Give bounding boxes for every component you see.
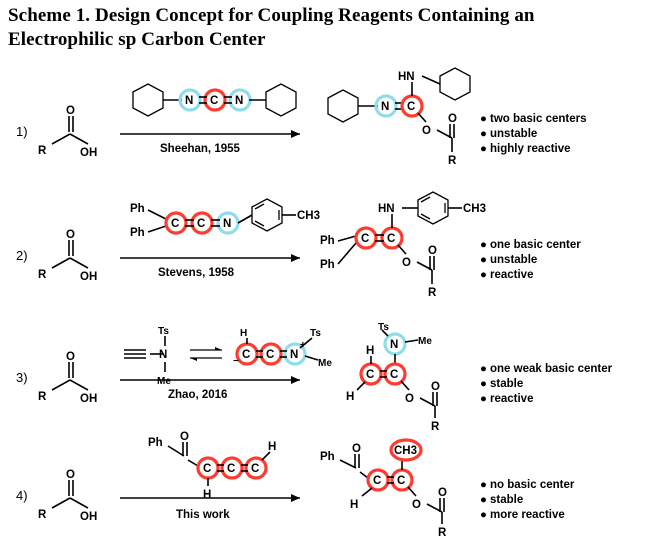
scheme-row-1 [0, 72, 650, 182]
row-4-product-c2: C [397, 475, 406, 487]
row-3-reagent-c1: C [242, 349, 251, 361]
row-3-product-c2: C [390, 369, 399, 381]
row-4-reagent-ph: Ph [148, 437, 163, 449]
row-2-bullet-1: ● one basic center [480, 239, 581, 251]
row-3-product-c1: C [366, 369, 375, 381]
row-4-substrate [38, 469, 97, 523]
row-1-product-r: R [448, 155, 457, 167]
row-label-2: 2) [16, 248, 28, 263]
row-3-reagent-me2: Me [318, 358, 332, 369]
row-2-bullet-3: ● reactive [480, 269, 534, 281]
row-1-bullet-3: ● highly reactive [480, 143, 571, 155]
row-1-product [328, 68, 470, 167]
row-1-bullet-2: ● unstable [480, 128, 538, 140]
row-2-substrate-o: O [66, 229, 75, 241]
row-4-reagent-c2: C [227, 463, 236, 475]
row-2-reagent-n: N [223, 218, 232, 230]
row-1-reagent [133, 84, 296, 116]
row-4-reagent-h1: H [203, 489, 212, 501]
row-4-bullet-1: ● no basic center [480, 479, 575, 491]
row-3-bullet-2: ● stable [480, 378, 524, 390]
row-2-product-ph2: Ph [320, 259, 335, 271]
row-3-reaction-arrow [120, 376, 300, 384]
row-4-product-ch3: CH3 [394, 445, 418, 457]
row-3-reagent-h: H [240, 328, 248, 339]
row-2-product-ph1: Ph [320, 235, 335, 247]
row-3-bullet-1: ● one weak basic center [480, 363, 613, 375]
row-1-bullets [480, 112, 587, 157]
row-2-reaction-arrow [120, 254, 300, 262]
row-3-substrate-o: O [66, 351, 75, 363]
row-1-substrate [38, 105, 97, 159]
row-2-product-c2: C [387, 233, 396, 245]
scheme-row-3 [0, 318, 650, 433]
row-1-substrate-oh: OH [80, 147, 98, 159]
row-3-product-n: N [390, 339, 399, 351]
row-2-reagent-ch3: CH3 [297, 210, 321, 222]
row-3-substrate-oh: OH [80, 393, 98, 405]
row-1-product-n: N [381, 101, 390, 113]
row-3-equilibrium-arrows [190, 347, 222, 361]
row-label-4: 4) [16, 488, 28, 503]
row-2-product-o-ester: O [402, 257, 411, 269]
row-2-product [320, 192, 486, 299]
row-3-reagent-ts2: Ts [310, 328, 321, 339]
row-3-condition: Zhao, 2016 [168, 389, 228, 401]
row-label-3: 3) [16, 370, 28, 385]
scheme-row-2 [0, 186, 650, 306]
row-4-product-ph: Ph [320, 451, 335, 463]
row-3-bullet-3: ● reactive [480, 393, 534, 405]
row-1-reagent-n1: N [185, 95, 194, 107]
row-3-bullets [480, 362, 612, 407]
row-3-reagent-n2: N [290, 349, 299, 361]
row-4-reagent-h2: H [268, 441, 277, 453]
row-3-charge-minus: − [233, 356, 239, 367]
row-4-bullet-3: ● more reactive [480, 509, 565, 521]
row-2-bullets [480, 238, 581, 283]
row-2-product-r: R [428, 287, 437, 299]
row-3-reagent-me1: Me [157, 376, 171, 387]
row-3-product-ts: Ts [378, 322, 389, 333]
row-2-product-ch3: CH3 [463, 203, 487, 215]
row-3-product-me: Me [418, 336, 432, 347]
row-4-product-h: H [350, 499, 359, 511]
row-3-product [346, 322, 440, 433]
row-1-product-o-carbonyl: O [448, 113, 457, 125]
row-3-reagent-ts1: Ts [158, 326, 169, 337]
row-4-bullet-2: ● stable [480, 494, 524, 506]
row-2-product-hn: HN [378, 203, 395, 215]
page-title: Scheme 1. Design Concept for Coupling Reagents Containing an Electrophilic sp Carbon Center [8, 5, 535, 50]
row-3-product-h1: H [366, 345, 375, 357]
row-2-product-o-carbonyl: O [428, 245, 437, 257]
row-1-condition: Sheehan, 1955 [160, 143, 240, 155]
row-3-charge-plus: + [300, 340, 306, 351]
row-4-reagent [148, 431, 276, 501]
row-1-bullet-1: ● two basic centers [480, 113, 587, 125]
row-1-product-o-ester: O [422, 125, 431, 137]
row-1-product-c: C [407, 101, 416, 113]
row-3-product-h2: H [346, 391, 355, 403]
row-4-substrate-r: R [38, 509, 47, 521]
row-2-substrate-r: R [38, 269, 47, 281]
row-4-substrate-o: O [66, 469, 75, 481]
row-2-condition: Stevens, 1958 [158, 267, 235, 279]
row-1-substrate-o: O [66, 105, 75, 117]
row-4-product-o-ketone: O [352, 443, 361, 455]
row-4-product-o-ester: O [412, 499, 421, 511]
row-3-product-r: R [431, 421, 440, 433]
row-1-reagent-n2: N [235, 95, 244, 107]
row-3-reagent-n1: N [159, 349, 168, 361]
row-4-product-c1: C [373, 475, 382, 487]
row-3-substrate [38, 351, 97, 405]
row-4-condition: This work [176, 509, 230, 521]
row-2-reagent [130, 199, 320, 239]
row-2-substrate [38, 229, 97, 283]
row-4-reagent-c3: C [251, 463, 260, 475]
row-2-reagent-c1: C [171, 218, 180, 230]
row-2-reagent-ph2: Ph [130, 227, 145, 239]
row-4-substrate-oh: OH [80, 511, 98, 523]
row-3-reagent-c2: C [266, 349, 275, 361]
row-1-reagent-c: C [210, 95, 219, 107]
row-label-1: 1) [16, 124, 28, 139]
row-4-reagent-o: O [180, 431, 189, 443]
row-2-reagent-ph1: Ph [130, 203, 145, 215]
row-4-product-o-carbonyl: O [438, 487, 447, 499]
row-3-product-o-ester: O [405, 393, 414, 405]
row-4-reagent-c1: C [203, 463, 212, 475]
row-1-reaction-arrow [120, 130, 300, 138]
row-2-bullet-2: ● unstable [480, 254, 538, 266]
row-1-substrate-r: R [38, 145, 47, 157]
scheme-row-4 [0, 430, 650, 550]
row-4-bullets [480, 478, 574, 523]
row-2-product-c1: C [361, 233, 370, 245]
row-3-substrate-r: R [38, 391, 47, 403]
row-4-product [320, 440, 447, 539]
row-2-reagent-c2: C [197, 218, 206, 230]
row-4-product-r: R [438, 527, 447, 539]
row-3-product-o-carbonyl: O [431, 381, 440, 393]
row-3-reagent [124, 326, 332, 387]
row-1-product-hn: HN [398, 71, 415, 83]
row-2-substrate-oh: OH [80, 271, 98, 283]
